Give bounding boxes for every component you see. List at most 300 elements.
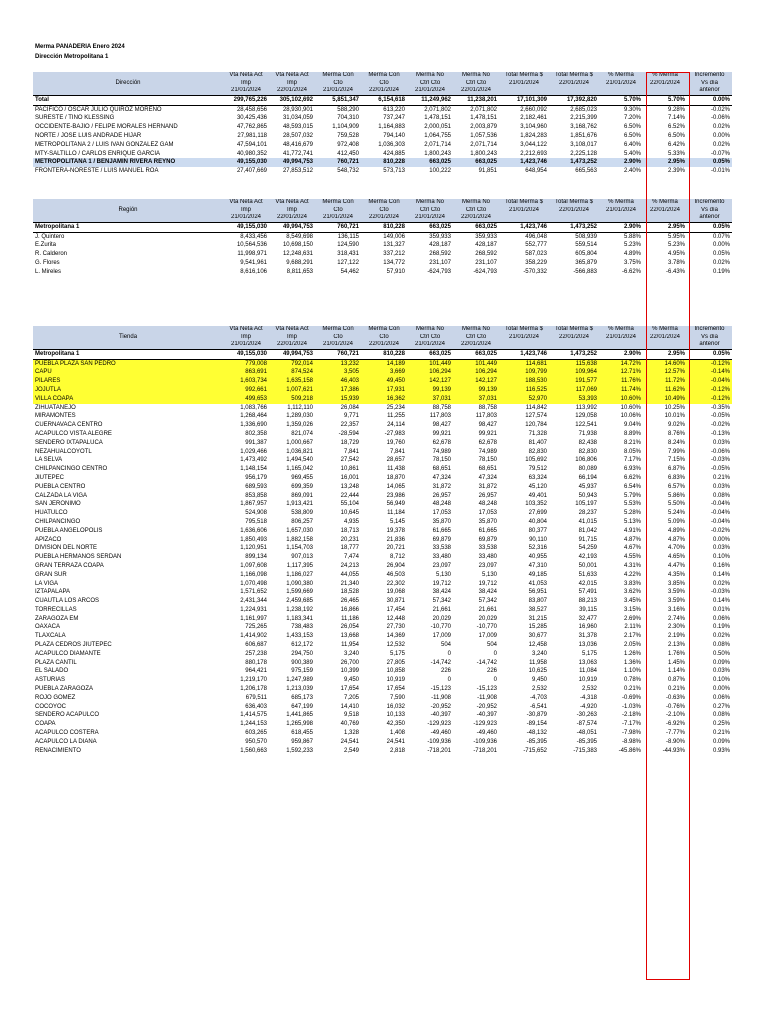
cell-c8: 1,473,252 xyxy=(549,158,599,167)
cell-c8: 191,577 xyxy=(549,377,599,386)
cell-c5: 35,870 xyxy=(432,518,451,525)
cell-c5: 48,248 xyxy=(432,501,451,508)
cell-c8: 88,213 xyxy=(578,598,597,605)
cell-c9: 8.21% xyxy=(623,439,641,446)
row-label: COAPA xyxy=(35,721,56,728)
cell-c3: 22,444 xyxy=(340,492,359,499)
cell-c6: 142,127 xyxy=(453,377,499,386)
cell-c6: 359,933 xyxy=(475,233,497,240)
cell-c7: 2,182,461 xyxy=(520,115,547,122)
table-row xyxy=(33,150,732,159)
cell-c5: 2,000,051 xyxy=(424,124,451,131)
cell-c5: -718,201 xyxy=(427,747,451,754)
cell-c3: 13,668 xyxy=(340,633,359,640)
cell-c10: 2.19% xyxy=(667,633,685,640)
cell-c2: 41,772,741 xyxy=(282,150,313,157)
column-header-c2: Vta Neta Act xyxy=(269,326,315,334)
cell-c1: 1,070,498 xyxy=(240,580,267,587)
cell-c6: 2,071,714 xyxy=(470,141,497,148)
cell-c4: 19,760 xyxy=(386,439,405,446)
cell-c11: 0.03% xyxy=(712,483,730,490)
cell-c10: 7.99% xyxy=(667,448,685,455)
column-header-c1: 21/01/2024 xyxy=(223,87,269,95)
row-label: G. Flores xyxy=(35,259,60,266)
cell-c2: 28,930,901 xyxy=(282,106,313,113)
row-label: PUEBLA PLAZA SAN PEDRO xyxy=(33,359,223,368)
cell-c10: 4.70% xyxy=(667,545,685,552)
table-row xyxy=(33,123,732,132)
column-header-c11: anterior xyxy=(687,341,732,349)
cell-c11: 0.50% xyxy=(712,650,730,657)
row-label: MIRAMONTES xyxy=(35,413,76,420)
cell-c10: 5.24% xyxy=(667,510,685,517)
cell-c10: 4.35% xyxy=(667,571,685,578)
cell-c1: 524,908 xyxy=(245,510,267,517)
cell-c5: 231,107 xyxy=(429,259,451,266)
cell-c3: 24,541 xyxy=(340,738,359,745)
column-header-c8: 22/01/2024 xyxy=(549,80,599,88)
column-header-c6: Ctrl Cto xyxy=(453,80,499,88)
cell-c1: 1,219,170 xyxy=(240,677,267,684)
cell-c4: 613,220 xyxy=(383,106,405,113)
cell-c9: 3.45% xyxy=(623,598,641,605)
cell-c6: 78,150 xyxy=(478,457,497,464)
cell-c9: -45.86% xyxy=(618,747,641,754)
column-header-c5: Merma No xyxy=(407,199,453,207)
cell-c7: 2,532 xyxy=(531,686,547,693)
cell-c7: 82,830 xyxy=(528,448,547,455)
cell-c4: 19,068 xyxy=(386,589,405,596)
cell-c11: -0.13% xyxy=(710,430,730,437)
cell-c2: 1,359,026 xyxy=(286,422,313,429)
cell-c6: 35,870 xyxy=(478,518,497,525)
cell-c6: 62,678 xyxy=(478,439,497,446)
column-header-c5: Merma No xyxy=(407,326,453,334)
cell-c5: 504 xyxy=(440,642,451,649)
cell-c9: 9.30% xyxy=(623,106,641,113)
table-row xyxy=(33,659,732,668)
cell-c11: 0.08% xyxy=(712,712,730,719)
cell-c9: 5.70% xyxy=(599,95,643,105)
cell-c6: 17,053 xyxy=(478,510,497,517)
row-label: PUEBLA ZARAGOZA xyxy=(35,686,94,693)
cell-c3: 760,721 xyxy=(315,222,361,232)
cell-c4: 12,532 xyxy=(386,642,405,649)
cell-c8: 109,964 xyxy=(549,368,599,377)
table-row xyxy=(33,694,732,703)
cell-c10: 6.87% xyxy=(667,466,685,473)
cell-c6: -49,460 xyxy=(476,730,497,737)
cell-c2: 538,809 xyxy=(291,510,313,517)
cell-c7: 40,804 xyxy=(528,518,547,525)
table-row xyxy=(33,222,732,232)
cell-c6: 106,294 xyxy=(453,368,499,377)
column-header-c4: Cto xyxy=(361,80,407,88)
table-row xyxy=(33,500,732,509)
cell-c11: -0.04% xyxy=(687,377,732,386)
cell-c2: 49,994,753 xyxy=(269,222,315,232)
cell-c7: 80,377 xyxy=(528,527,547,534)
cell-c6: 88,758 xyxy=(478,404,497,411)
table-row xyxy=(33,720,732,729)
cell-c6: -11,908 xyxy=(477,694,497,701)
cell-c1: 863,691 xyxy=(223,368,269,377)
cell-c6: 428,187 xyxy=(475,242,497,249)
cell-c11: 0.10% xyxy=(712,554,730,561)
column-header-c6: Merma No xyxy=(453,72,499,80)
cell-c11: 0.06% xyxy=(712,694,730,701)
column-header-c3: Cto xyxy=(315,80,361,88)
cell-c5: 19,712 xyxy=(432,580,451,587)
row-label: RENACIMIENTO xyxy=(35,747,81,754)
cell-c7: 15,285 xyxy=(528,624,547,631)
cell-c10: 6.42% xyxy=(667,141,685,148)
cell-c1: 1,148,154 xyxy=(240,466,267,473)
cell-c6: 20,029 xyxy=(478,615,497,622)
column-header-c10: 22/01/2024 xyxy=(643,334,687,342)
cell-c6: -718,201 xyxy=(473,747,497,754)
cell-c11: -0.06% xyxy=(710,448,730,455)
row-label: SAN JERONIMO xyxy=(35,501,81,508)
cell-c5: 428,187 xyxy=(429,242,451,249)
cell-c5: 20,029 xyxy=(432,615,451,622)
cell-c6: 0 xyxy=(493,677,497,684)
cell-c5: 62,678 xyxy=(432,439,451,446)
column-header-c10: 22/01/2024 xyxy=(643,80,687,88)
cell-c8: -4,318 xyxy=(579,694,597,701)
cell-c2: 2,459,685 xyxy=(286,598,313,605)
cell-c3: 1,328 xyxy=(343,730,359,737)
cell-c4: 134,772 xyxy=(383,259,405,266)
cell-c4: 131,327 xyxy=(383,242,405,249)
cell-c10: 5.86% xyxy=(667,492,685,499)
cell-c8: -30,263 xyxy=(576,712,597,719)
cell-c4: 20,721 xyxy=(386,545,405,552)
table-row xyxy=(33,359,732,368)
cell-c3: 22,357 xyxy=(340,422,359,429)
cell-c11: 0.21% xyxy=(712,474,730,481)
cell-c11: -0.12% xyxy=(687,395,732,404)
cell-c4: 6,154,618 xyxy=(361,95,407,105)
cell-c8: 2,685,023 xyxy=(570,106,597,113)
report-subtitle: Dirección Metropolitana 1 xyxy=(35,54,109,60)
cell-c9: 10.60% xyxy=(599,395,643,404)
table-row xyxy=(33,536,732,545)
cell-c11: -0.35% xyxy=(710,404,730,411)
cell-c8: 13,036 xyxy=(578,642,597,649)
cell-c10: -44.93% xyxy=(662,747,685,754)
column-header-c10: % Merma xyxy=(643,72,687,80)
cell-c10: 8.24% xyxy=(667,439,685,446)
column-header-c10: 22/01/2024 xyxy=(643,207,687,215)
table-row xyxy=(33,404,732,413)
cell-c8: 82,438 xyxy=(578,439,597,446)
cell-c9: 5.28% xyxy=(623,510,641,517)
cell-c4: 3,669 xyxy=(361,368,407,377)
column-header-c1: Imp xyxy=(223,207,269,215)
cell-c9: 5.53% xyxy=(623,501,641,508)
cell-c8: 80,089 xyxy=(578,466,597,473)
cell-c4: 26,904 xyxy=(386,562,405,569)
cell-c9: 8.05% xyxy=(623,448,641,455)
cell-c7: 114,681 xyxy=(499,359,549,368)
cell-c5: 226 xyxy=(440,668,451,675)
cell-c2: 647,199 xyxy=(291,703,313,710)
column-header-c7 xyxy=(499,214,549,222)
cell-c6: 74,989 xyxy=(478,448,497,455)
column-header-c10: % Merma xyxy=(643,326,687,334)
cell-c1: 991,387 xyxy=(245,439,267,446)
cell-c8: 1,473,252 xyxy=(549,222,599,232)
cell-c4: 149,006 xyxy=(383,233,405,240)
cell-c1: 1,414,575 xyxy=(240,712,267,719)
cell-c9: 11.76% xyxy=(599,377,643,386)
cell-c1: 1,166,098 xyxy=(240,571,267,578)
cell-c9: 0.21% xyxy=(623,686,641,693)
cell-c8: 82,830 xyxy=(578,448,597,455)
row-label: CUAUTLA LOS ARCOS xyxy=(35,598,100,605)
cell-c4: 8,712 xyxy=(389,554,405,561)
cell-c8: 115,638 xyxy=(549,359,599,368)
cell-c5: 98,427 xyxy=(432,422,451,429)
column-header-c4: 22/01/2024 xyxy=(361,341,407,349)
header-dimension-label: Tienda xyxy=(33,326,223,349)
column-header-c5: 21/01/2024 xyxy=(407,87,453,95)
cell-c11: 0.02% xyxy=(712,141,730,148)
cell-c7: -6,541 xyxy=(529,703,547,710)
cell-c9: 6.50% xyxy=(623,124,641,131)
cell-c4: 737,247 xyxy=(383,115,405,122)
column-header-c8 xyxy=(549,214,599,222)
cell-c11: 0.10% xyxy=(712,677,730,684)
cell-c5: 74,989 xyxy=(432,448,451,455)
cell-c2: 28,507,032 xyxy=(282,132,313,139)
column-header-c9 xyxy=(599,214,643,222)
cell-c4: 810,228 xyxy=(361,349,407,359)
column-header-c7: Total Merma $ xyxy=(499,199,549,207)
cell-c2: 1,433,153 xyxy=(286,633,313,640)
cell-c11: -0.14% xyxy=(687,368,732,377)
cell-c5: 142,127 xyxy=(407,377,453,386)
row-label: SURESTE / TINO KLESSING xyxy=(35,115,115,122)
cell-c3: 7,474 xyxy=(343,554,359,561)
cell-c10: -6.92% xyxy=(665,721,685,728)
cell-c10: -8.90% xyxy=(665,738,685,745)
table-row xyxy=(33,474,732,483)
column-header-c3: 21/01/2024 xyxy=(315,214,361,222)
cell-c5: 1,478,151 xyxy=(424,115,451,122)
cell-c5: 37,031 xyxy=(407,395,453,404)
cell-c3: 18,528 xyxy=(340,589,359,596)
table-row xyxy=(33,650,732,659)
cell-c8: 122,541 xyxy=(575,422,597,429)
column-header-c2: 22/01/2024 xyxy=(269,87,315,95)
column-header-c9: % Merma xyxy=(599,326,643,334)
cell-c10: 14.60% xyxy=(643,359,687,368)
cell-c8: 2,225,128 xyxy=(570,150,597,157)
cell-c6: -109,936 xyxy=(473,738,497,745)
cell-c7: 114,842 xyxy=(525,404,547,411)
table-row xyxy=(33,685,732,694)
cell-c6: 1,057,536 xyxy=(470,132,497,139)
column-header-c10 xyxy=(643,214,687,222)
cell-c8: 11,084 xyxy=(579,668,597,675)
cell-c2: 1,183,341 xyxy=(286,615,313,622)
cell-c11: -0.02% xyxy=(710,422,730,429)
cell-c2: 1,238,192 xyxy=(286,606,313,613)
cell-c11: 0.25% xyxy=(712,721,730,728)
column-header-c1: 21/01/2024 xyxy=(223,214,269,222)
cell-c7: 63,324 xyxy=(528,474,547,481)
cell-c1: 27,407,669 xyxy=(236,168,267,175)
cell-c1: 606,687 xyxy=(245,642,267,649)
cell-c1: 1,083,766 xyxy=(240,404,267,411)
cell-c11: 0.01% xyxy=(712,606,730,613)
cell-c5: 31,872 xyxy=(432,483,451,490)
column-header-c6: Merma No xyxy=(453,326,499,334)
cell-c9: 6.54% xyxy=(623,483,641,490)
cell-c11: 0.06% xyxy=(712,615,730,622)
cell-c9: 1.36% xyxy=(623,659,641,666)
column-header-c2: Imp xyxy=(269,207,315,215)
cell-c9: 2.69% xyxy=(623,615,641,622)
cell-c10: 5.70% xyxy=(643,95,687,105)
cell-c4: 14,189 xyxy=(361,359,407,368)
cell-c9: -7.17% xyxy=(621,721,641,728)
row-label: COCOYOC xyxy=(35,703,67,710)
row-label: L. Mireles xyxy=(35,268,62,275)
cell-c11: -0.05% xyxy=(710,413,730,420)
column-header-c10 xyxy=(643,87,687,95)
cell-c3: 55,104 xyxy=(340,501,359,508)
cell-c10: 5.33% xyxy=(667,150,685,157)
cell-c10: 6.50% xyxy=(667,132,685,139)
cell-c9: -0.69% xyxy=(621,694,641,701)
cell-c9: 4.55% xyxy=(623,554,641,561)
cell-c7: 358,229 xyxy=(525,259,547,266)
cell-c9: 3.83% xyxy=(623,580,641,587)
cell-c1: 47,594,101 xyxy=(236,141,267,148)
cell-c4: 794,140 xyxy=(383,132,405,139)
row-label: J. Quintero xyxy=(35,233,65,240)
cell-c7: 41,053 xyxy=(528,580,547,587)
cell-c10: 1.14% xyxy=(667,668,685,675)
column-header-c2: 22/01/2024 xyxy=(269,214,315,222)
row-label: PLAZA CEDROS JIUTEPEC xyxy=(35,642,112,649)
cell-c9: 10.60% xyxy=(620,404,641,411)
header-dimension-label: Región xyxy=(33,199,223,222)
cell-c4: 28,657 xyxy=(386,457,405,464)
cell-c5: 268,592 xyxy=(429,251,451,258)
cell-c2: 8,549,698 xyxy=(286,233,313,240)
column-header-c1: Vta Neta Act xyxy=(223,199,269,207)
cell-c8: 42,193 xyxy=(578,554,597,561)
cell-c1: 1,603,734 xyxy=(223,377,269,386)
cell-c6: 231,107 xyxy=(475,259,497,266)
cell-c7: 105,692 xyxy=(525,457,547,464)
cell-c1: 1,161,997 xyxy=(240,615,267,622)
cell-c11: 0.00% xyxy=(712,686,730,693)
cell-c9: 6.40% xyxy=(623,141,641,148)
cell-c5: 11,249,962 xyxy=(407,95,453,105)
cell-c7: 52,316 xyxy=(528,545,547,552)
cell-c8: 365,879 xyxy=(575,259,597,266)
cell-c8: -87,574 xyxy=(576,721,597,728)
cell-c6: -14,742 xyxy=(476,659,497,666)
table-row xyxy=(33,250,732,259)
cell-c7: 83,807 xyxy=(528,598,547,605)
cell-c3: 13,232 xyxy=(315,359,361,368)
row-label: EL SALADO xyxy=(35,668,69,675)
cell-c3: 26,084 xyxy=(340,404,359,411)
cell-c5: 101,449 xyxy=(407,359,453,368)
cell-c4: 14,065 xyxy=(386,483,405,490)
cell-c9: 4.89% xyxy=(623,251,641,258)
cell-c1: 49,155,030 xyxy=(223,349,269,359)
cell-c9: 9.04% xyxy=(623,422,641,429)
cell-c9: 4.87% xyxy=(623,536,641,543)
column-header-c7 xyxy=(499,87,549,95)
cell-c1: 299,765,226 xyxy=(223,95,269,105)
cell-c7: 109,799 xyxy=(499,368,549,377)
cell-c10: -0.76% xyxy=(665,703,685,710)
cell-c5: 1,800,243 xyxy=(424,150,451,157)
cell-c2: 1,000,667 xyxy=(286,439,313,446)
cell-c1: 853,858 xyxy=(245,492,267,499)
cell-c9: 5.40% xyxy=(623,150,641,157)
column-header-c1: Vta Neta Act xyxy=(223,326,269,334)
cell-c4: 22,302 xyxy=(386,580,405,587)
table-direccion xyxy=(33,72,732,176)
table-row xyxy=(33,95,732,105)
cell-c10: 11.72% xyxy=(643,377,687,386)
cell-c3: 3,505 xyxy=(315,368,361,377)
row-label: CUERNAVACA CENTRO xyxy=(35,422,103,429)
cell-c3: 40,769 xyxy=(340,721,359,728)
table-row xyxy=(33,105,732,114)
cell-c5: 23,097 xyxy=(432,562,451,569)
cell-c2: 685,173 xyxy=(291,694,313,701)
cell-c7: 31,215 xyxy=(528,615,547,622)
cell-c2: 1,635,158 xyxy=(269,377,315,386)
cell-c8: 50,943 xyxy=(578,492,597,499)
cell-c4: 21,836 xyxy=(386,536,405,543)
cell-c5: 38,424 xyxy=(432,589,451,596)
cell-c11: 0.14% xyxy=(712,598,730,605)
cell-c11: 0.02% xyxy=(712,259,730,266)
cell-c8: 41,015 xyxy=(578,518,597,525)
cell-c8: -715,383 xyxy=(573,747,597,754)
cell-c1: 257,238 xyxy=(245,650,267,657)
cell-c7: 71,328 xyxy=(528,430,547,437)
table-row xyxy=(33,738,732,747)
cell-c4: 10,858 xyxy=(386,668,405,675)
column-header-c9: 21/01/2024 xyxy=(599,207,643,215)
cell-c8: 54,259 xyxy=(578,545,597,552)
cell-c3: 7,841 xyxy=(343,448,359,455)
row-label: CAPU xyxy=(33,368,223,377)
cell-c2: 1,007,621 xyxy=(269,386,315,395)
cell-c9: 12.71% xyxy=(599,368,643,377)
cell-c3: 9,518 xyxy=(343,712,359,719)
table-row xyxy=(33,492,732,501)
cell-c3: 18,777 xyxy=(340,545,359,552)
row-label: JIUTEPEC xyxy=(35,474,65,481)
cell-c6: 5,130 xyxy=(481,571,497,578)
cell-c5: 0 xyxy=(447,677,451,684)
cell-c8: -85,395 xyxy=(576,738,597,745)
cell-c4: 11,184 xyxy=(387,510,405,517)
